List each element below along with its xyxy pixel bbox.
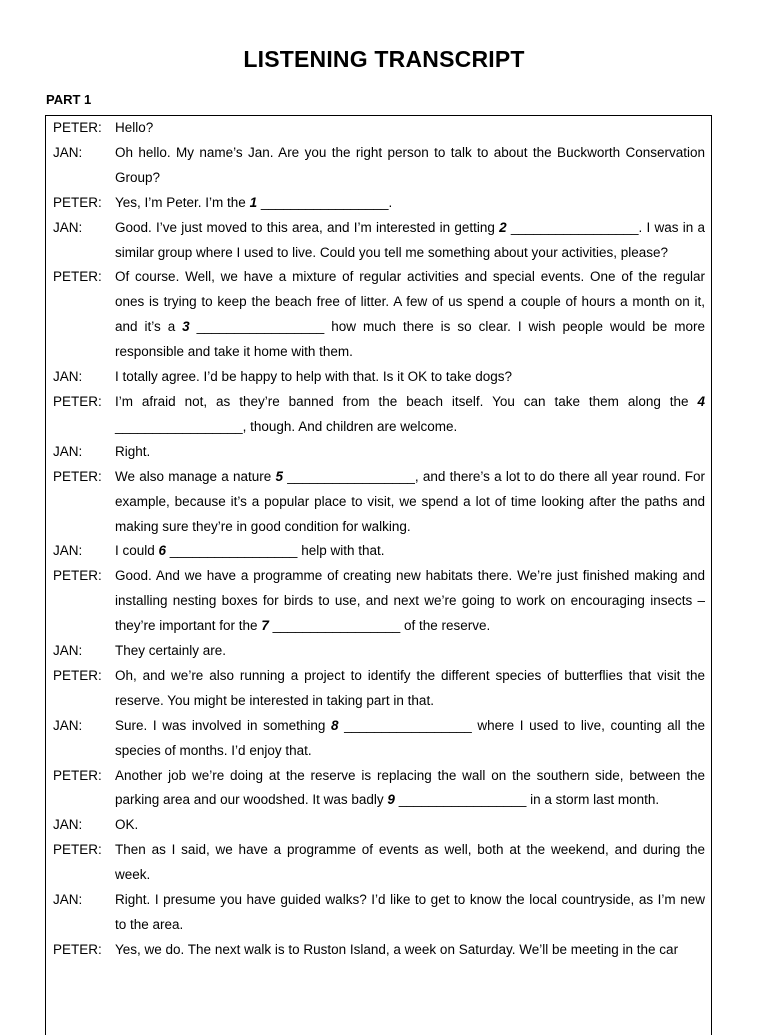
transcript-row	[46, 838, 711, 888]
answer-blank: _________________	[169, 543, 298, 559]
question-number: 5	[275, 468, 288, 484]
speaker-label: PETER:	[53, 568, 102, 584]
answer-blank: _________________	[398, 792, 527, 808]
page-title: LISTENING TRANSCRIPT	[243, 46, 525, 72]
answer-blank: _________________	[344, 717, 472, 733]
speaker-label: JAN:	[53, 817, 83, 833]
dialogue-text: Good. And we have a programme of creating new habitats there. We’re just finished making and installing nesting boxes for birds to use, and next we’re going to work on encouraging insects – they’re important for the 7 _________________ of the reserve.	[115, 568, 705, 634]
speaker-label: JAN:	[53, 892, 83, 908]
question-number: 7	[261, 618, 273, 634]
dialogue-text: Good. I’ve just moved to this area, and I’m interested in getting 2 _________________. I was in a similar group where I used to live. Could you tell me something about your activities, please?	[115, 219, 705, 260]
transcript-row	[46, 365, 711, 390]
speaker-label: PETER:	[53, 120, 102, 135]
transcript-row	[46, 639, 711, 664]
dialogue-text: We also manage a nature 5 _________________, and there’s a lot to do there all year round. For example, because it’s a popular place to visit, we spend a lot of time looking after the paths and making sure they’re in good condition for walking.	[115, 468, 705, 534]
question-number: 4	[697, 393, 705, 409]
question-number: 3	[182, 319, 197, 335]
question-number: 8	[331, 717, 345, 733]
dialogue-text: Oh, and we’re also running a project to identify the different species of butterflies that visit the reserve. You might be interested in taking part in that.	[115, 667, 705, 708]
transcript-row	[46, 813, 711, 838]
dialogue-text: OK.	[115, 817, 139, 833]
speaker-label: JAN:	[53, 643, 83, 659]
dialogue-text: Oh hello. My name’s Jan. Are you the right person to talk to about the Buckworth Conservation Group?	[115, 144, 705, 185]
speaker-label: JAN:	[53, 144, 83, 160]
dialogue-text: I could 6 _________________ help with that.	[115, 543, 385, 559]
answer-blank: _________________	[287, 468, 415, 484]
speaker-label: PETER:	[53, 842, 102, 858]
dialogue-text: Then as I said, we have a programme of events as well, both at the weekend, and during the week.	[115, 842, 705, 883]
answer-blank: _________________	[115, 418, 243, 434]
speaker-label: PETER:	[53, 269, 102, 285]
transcript-row	[46, 764, 711, 814]
transcript-row	[46, 265, 711, 365]
transcript-row	[46, 888, 711, 938]
speaker-label: PETER:	[53, 468, 102, 484]
transcript-row	[46, 116, 711, 141]
transcript-row	[46, 141, 711, 191]
dialogue-text: Right. I presume you have guided walks? I’d like to get to know the local countryside, as I’m new to the area.	[115, 892, 705, 932]
question-number: 2	[499, 219, 511, 235]
transcript-row	[46, 938, 711, 963]
transcript-rows	[46, 116, 711, 963]
dialogue-text: I’m afraid not, as they’re banned from the beach itself. You can take them along the 4 _________________, though. And children are welcome.	[115, 393, 705, 434]
transcript-row	[46, 440, 711, 465]
dialogue-text: Another job we’re doing at the reserve is replacing the wall on the southern side, between the parking area and our woodshed. It was badly 9 _________________ in a storm last month.	[115, 767, 705, 808]
transcript-row	[46, 216, 711, 266]
speaker-label: JAN:	[53, 369, 83, 385]
question-number: 9	[387, 792, 399, 808]
speaker-label: PETER:	[53, 667, 102, 683]
transcript-row	[46, 539, 711, 564]
answer-blank: _________________	[272, 618, 401, 634]
transcript-row	[46, 390, 711, 440]
question-number: 6	[158, 543, 170, 559]
dialogue-text: Yes, I’m Peter. I’m the 1 _________________.	[115, 194, 393, 210]
speaker-label: PETER:	[53, 941, 102, 957]
transcript-row	[46, 191, 711, 216]
speaker-label: JAN:	[53, 717, 83, 733]
speaker-label: PETER:	[53, 194, 102, 210]
speaker-label: PETER:	[53, 767, 102, 783]
transcript-row	[46, 664, 711, 714]
transcript-row	[46, 564, 711, 639]
speaker-label: JAN:	[53, 543, 83, 559]
answer-blank: _________________	[196, 319, 325, 335]
speaker-label: PETER:	[53, 393, 102, 409]
dialogue-text: Yes, we do. The next walk is to Ruston Island, a week on Saturday. We’ll be meeting in the car	[115, 941, 679, 957]
speaker-label: JAN:	[53, 219, 83, 235]
transcript-row	[46, 714, 711, 764]
transcript-row	[46, 465, 711, 540]
question-number: 1	[249, 194, 261, 210]
dialogue-text: I totally agree. I’d be happy to help with that. Is it OK to take dogs?	[115, 369, 512, 385]
dialogue-text: Sure. I was involved in something 8 _________________ where I used to live, counting all the species of months. I’d enjoy that.	[115, 717, 705, 758]
dialogue-text: They certainly are.	[115, 643, 227, 659]
dialogue-text: Right.	[115, 443, 151, 459]
dialogue-text: Hello?	[115, 120, 154, 135]
transcript-table	[45, 115, 712, 1035]
speaker-label: JAN:	[53, 443, 83, 459]
dialogue-text: Of course. Well, we have a mixture of regular activities and special events. One of the regular ones is trying to keep the beach free of litter. A few of us spend a couple of hours a month on it, and it’s a 3 _________________ how much there is so clear. I wish people would be more responsible and take it home with them.	[115, 269, 705, 360]
answer-blank: _________________	[260, 194, 389, 210]
part-label: PART 1	[46, 92, 92, 107]
answer-blank: _________________	[510, 219, 639, 235]
